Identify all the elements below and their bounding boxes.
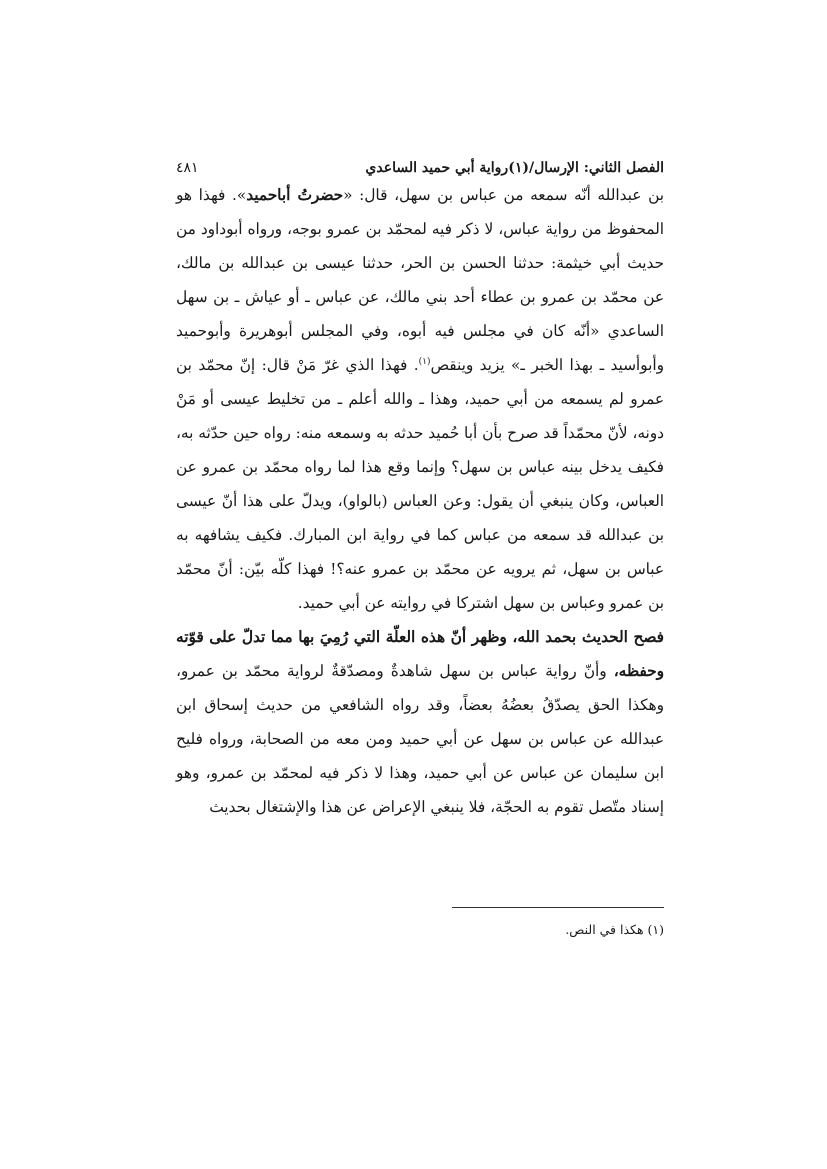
page-number: ٤٨١ — [176, 160, 199, 176]
paragraph-2 — [176, 620, 664, 824]
paragraph-2-lead: فصح الحديث بحمد الله، وظهر أنّ هذه العلّة التي رُمِيَ بها مما تدلّ على قوّته وحفظه، — [176, 628, 664, 680]
paragraph-1 — [176, 178, 664, 620]
paragraph-1-part-3: . فهذا الذي غرّ مَنْ قال: إنّ محمّد بن عمرو لم يسمعه من أبي حميد، وهذا ـ والله أعلم ـ من تخليط عيسى أو مَنْ دونه، لأنّ محمّداً قد صرح بأن أبا حُميد حدثه به وسمعه منه: رواه حين حدّثه به، فكيف يدخل بينه عباس بن سهل؟ وإنما وقع هذا لما رواه محمّد بن عمرو عن العباس، وكان ينبغي أن يقول: وعن العباس (بالواو)، ويدلّ على هذا أنّ عيسى بن عبدالله قد سمعه من عباس كما في رواية ابن المبارك. فكيف يشافهه به عباس بن سهل، ثم يرويه عن محمّد بن عمرو عنه؟! فهذا كلّه بيّن: أنّ محمّد بن عمرو وعباس بن سهل اشتركا في روايته عن أبي حميد. — [176, 356, 664, 612]
paragraph-2-rest: وأنّ رواية عباس بن سهل شاهدةٌ ومصدّقةٌ لرواية محمّد بن عمرو، وهكذا الحق يصدّقُ بعضُهُ بعضاً، وقد رواه الشافعي من حديث إسحاق ابن عبدالله عن عباس بن سهل عن أبي حميد ومن معه من الصحابة، ورواه فليح ابن سليمان عن عباس عن أبي حميد، وهذا لا ذكر فيه لمحمّد بن عمرو، وهو إسناد متّصل تقوم به الحجّة، فلا ينبغي الإعراض عن هذا والإشتغال بحديث — [176, 662, 664, 816]
footnote: (١) هكذا في النص. — [565, 922, 664, 937]
footnote-separator — [452, 907, 664, 908]
chapter-title: الفصل الثاني: الإرسال/(١)رواية أبي حميد الساعدي — [365, 160, 664, 176]
quote-bold: حضرتُ أباحميد — [246, 186, 344, 204]
paragraph-1-part-1: بن عبدالله أنّه سمعه من عباس بن سهل، قال: « — [343, 186, 664, 204]
paragraph-1-part-2: ». فهذا هو المحفوظ من رواية عباس، لا ذكر فيه لمحمّد بن عمرو بوجه، ورواه أبوداود من حديث أبي خيثمة: حدثنا الحسن بن الحر، حدثنا عيسى بن عبدالله بن مالك، عن محمّد بن عمرو بن عطاء أحد بني مالك، عن عباس ـ أو عياش ـ بن سهل الساعدي «أنّه كان في مجلس فيه أبوه، وفي المجلس أبوهريرة وأبوحميد وأبوأسيد ـ بهذا الخبر ـ» يزيد وينقص — [176, 186, 664, 374]
main-text — [176, 178, 664, 824]
running-header — [176, 160, 664, 176]
footnote-reference[interactable]: (١) — [418, 356, 431, 367]
